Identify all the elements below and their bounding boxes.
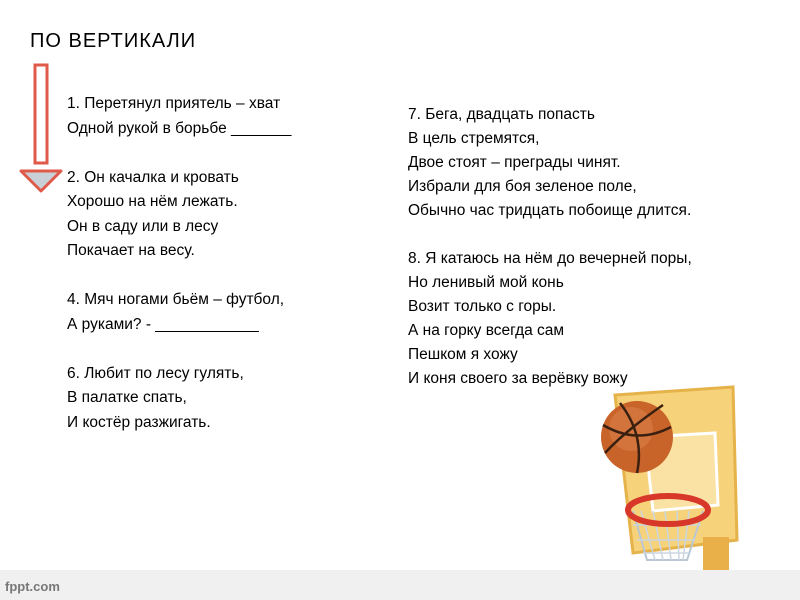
riddle	[67, 166, 387, 264]
riddle-line: А на горку всегда сам	[408, 322, 565, 339]
riddle-line: А руками? - ____________	[67, 315, 259, 333]
riddle-line: Одной рукой в борьбе _______	[67, 119, 292, 137]
riddle-line: Он в саду или в лесу	[67, 217, 219, 235]
riddle-line: Покачает на весу.	[67, 242, 195, 259]
riddle-line: 6. Любит по лесу гулять,	[67, 364, 244, 382]
riddle-spacer	[67, 141, 387, 166]
riddle-line: 1. Перетянул приятель – хват	[67, 95, 281, 112]
footer-logo: fppt.com	[5, 579, 60, 594]
riddle-line: Но ленивый мой конь	[408, 274, 564, 291]
riddle-line: Возит только с горы.	[408, 298, 557, 315]
slide-heading: ПО ВЕРТИКАЛИ	[30, 30, 197, 52]
basketball-hoop-icon	[575, 375, 740, 570]
riddle	[67, 92, 387, 141]
riddle-spacer	[67, 337, 387, 362]
riddle-line: Обычно час тридцать побоище длится.	[408, 202, 692, 219]
right-riddles	[408, 103, 788, 391]
riddle-line: И костёр разжигать.	[67, 413, 211, 431]
riddle	[408, 247, 788, 391]
riddle	[67, 362, 387, 436]
riddle-line: 8. Я катаюсь на нём до вечерней поры,	[408, 250, 692, 267]
riddle-spacer	[408, 223, 788, 247]
riddle-line: 2. Он качалка и кровать	[67, 168, 239, 186]
riddle-line: И коня своего за верёвку вожу	[408, 370, 628, 387]
left-riddles	[67, 92, 387, 435]
footer-bar	[0, 570, 800, 600]
riddle-spacer	[67, 264, 387, 289]
riddle-line: Двое стоят – преграды чинят.	[408, 154, 621, 171]
riddle	[67, 288, 387, 337]
down-arrow-icon	[18, 63, 64, 195]
riddle-line: Избрали для боя зеленое поле,	[408, 178, 637, 195]
riddle-line: В цель стремятся,	[408, 130, 540, 147]
riddle-line: Пешком я хожу	[408, 346, 518, 363]
riddle-line: 7. Бега, двадцать попасть	[408, 106, 595, 123]
riddle-line: 4. Мяч ногами бьём – футбол,	[67, 291, 285, 308]
riddle	[408, 103, 788, 223]
riddle-line: В палатке спать,	[67, 389, 187, 406]
riddle-line: Хорошо на нём лежать.	[67, 193, 238, 210]
